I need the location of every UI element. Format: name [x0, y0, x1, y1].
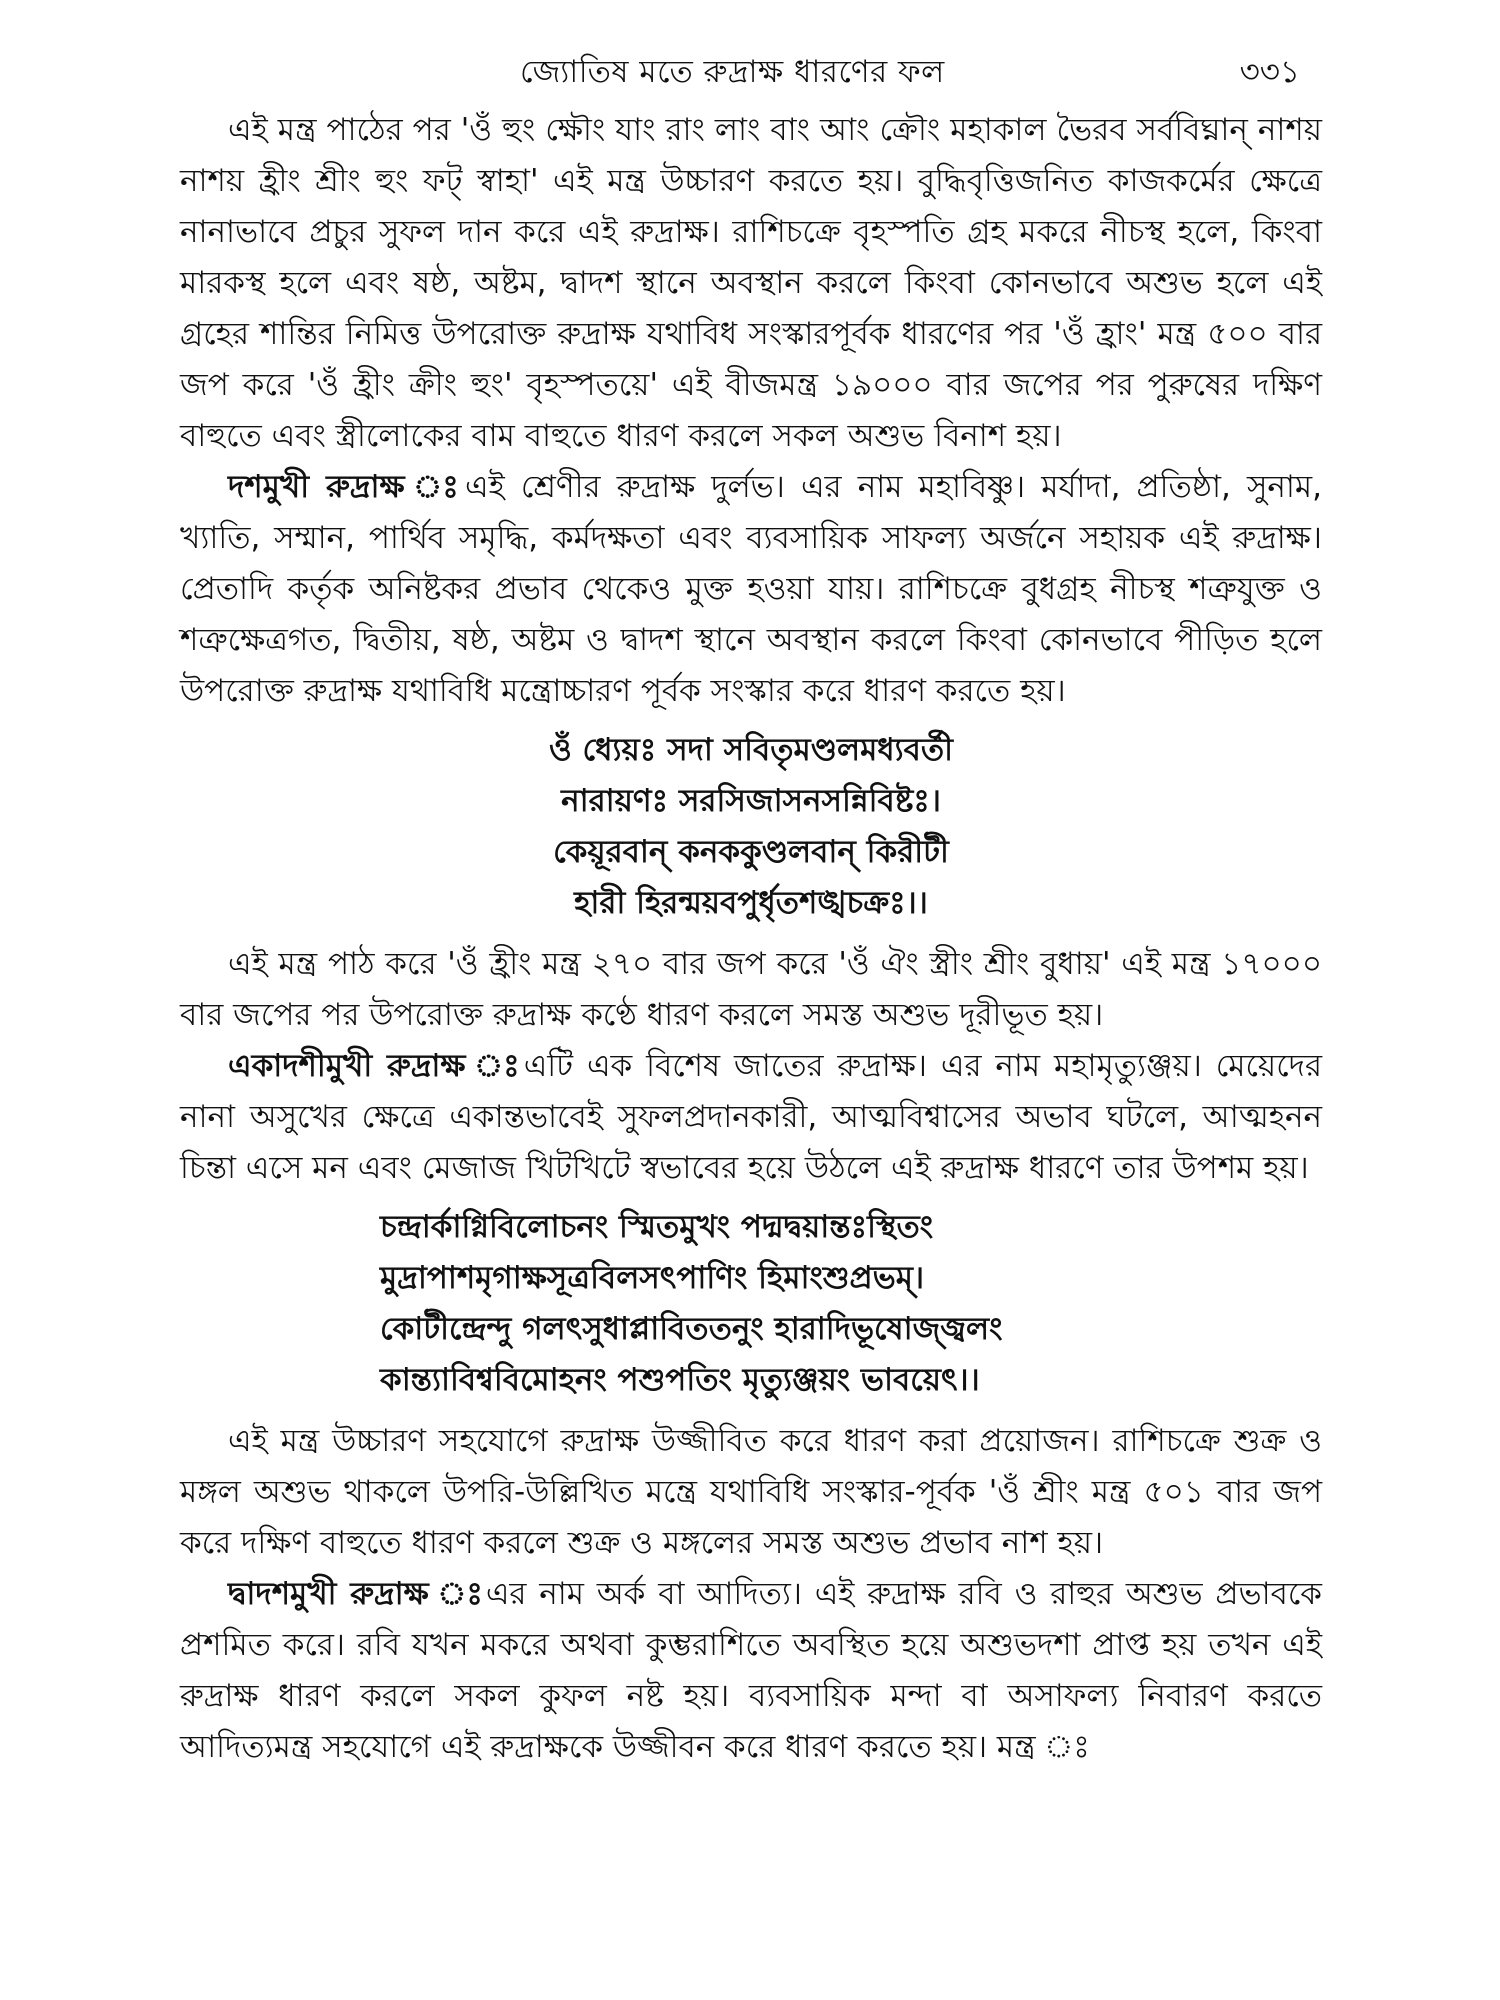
verse-line: হারী হিরন্ময়বপুর্ধৃতশঙ্খচক্রঃ।।	[574, 885, 928, 921]
paragraph-dashamukhi-text: এই শ্রেণীর রুদ্রাক্ষ দুর্লভ। এর নাম মহাবিষ্ণু। মর্যাদা, প্রতিষ্ঠা, সুনাম, খ্যাতি, সম্মান, পার্থিব সমৃদ্ধি, কর্মদক্ষতা এবং ব্যবসায়িক সাফল্য অর্জনে সহায়ক এই রুদ্রাক্ষ। প্রেতাদি কর্তৃক অনিষ্টকর প্রভাব থেকেও মুক্ত হওয়া যায়। রাশিচক্রে বুধগ্রহ নীচস্থ শত্রুযুক্ত ও শত্রুক্ষেত্রগত, দ্বিতীয়, ষষ্ঠ, অষ্টম ও দ্বাদশ স্থানে অবস্থান করলে কিংবা কোনভাবে পীড়িত হলে উপরোক্ত রুদ্রাক্ষ যথাবিধি মন্ত্রোচ্চারণ পূর্বক সংস্কার করে ধারণ করতে হয়।	[180, 469, 1322, 709]
paragraph-1: এই মন্ত্র পাঠের পর 'ওঁ হুং ক্ষৌং যাং রাং লাং বাং আং ক্রৌং মহাকাল ভৈরব সর্ববিঘ্নান্ নাশয় নাশয় হ্রীং শ্রীং হুং ফট্ স্বাহা' এই মন্ত্র উচ্চারণ করতে হয়। বুদ্ধিবৃত্তিজনিত কাজকর্মের ক্ষেত্রে নানাভাবে প্রচুর সুফল দান করে এই রুদ্রাক্ষ। রাশিচক্রে বৃহস্পতি গ্রহ মকরে নীচস্থ হলে, কিংবা মারকস্থ হলে এবং ষষ্ঠ, অষ্টম, দ্বাদশ স্থানে অবস্থান করলে কিংবা কোনভাবে অশুভ হলে এই গ্রহের শান্তির নিমিত্ত উপরোক্ত রুদ্রাক্ষ যথাবিধ সংস্কারপূর্বক ধারণের পর 'ওঁ হ্রাং' মন্ত্র ৫০০ বার জপ করে 'ওঁ হ্রীং ক্রীং হুং' বৃহস্পতয়ে' এই বীজমন্ত্র ১৯০০০ বার জপের পর পুরুষের দক্ষিণ বাহুতে এবং স্ত্রীলোকের বাম বাহুতে ধারণ করলে সকল অশুভ বিনাশ হয়।	[180, 112, 1322, 454]
section-title-ekadashimukhi: একাদশীমুখী রুদ্রাক্ষ ঃ	[228, 1048, 524, 1084]
section-title-dvadashamukhi: দ্বাদশমুখী রুদ্রাক্ষ ঃ	[228, 1576, 486, 1612]
running-title: জ্যোতিষ মতে রুদ্রাক্ষ ধারণের ফল	[520, 54, 945, 90]
verse-line: কান্ত্যাবিশ্ববিমোহনং পশুপতিং মৃত্যুঞ্জয়ং ভাবয়েৎ।।	[380, 1362, 980, 1398]
page-number: ৩৩১	[1239, 54, 1300, 90]
verse-line: মুদ্রাপাশমৃগাক্ষসূত্রবিলসৎপাণিং হিমাংশুপ্রভম্।	[380, 1260, 925, 1296]
body-text	[180, 105, 1322, 1773]
verse-narayana	[180, 725, 1322, 929]
verse-line: চন্দ্রার্কাগ্নিবিলোচনং স্মিতমুখং পদ্মদ্বয়ান্তঃস্থিতং	[380, 1209, 934, 1245]
section-title-dashamukhi: দশমুখী রুদ্রাক্ষ ঃ	[228, 469, 465, 505]
paragraph-ekadashimukhi-text: এটি এক বিশেষ জাতের রুদ্রাক্ষ। এর নাম মহামৃত্যুঞ্জয়। মেয়েদের নানা অসুখের ক্ষেত্রে একান্তভাবেই সুফলপ্রদানকারী, আত্মবিশ্বাসের অভাব ঘটলে, আত্মহনন চিন্তা এসে মন এবং মেজাজ খিটখিটে স্বভাবের হয়ে উঠলে এই রুদ্রাক্ষ ধারণে তার উপশম হয়।	[180, 1048, 1322, 1186]
paragraph-dvadashamukhi-text: এর নাম অর্ক বা আদিত্য। এই রুদ্রাক্ষ রবি ও রাহুর অশুভ প্রভাবকে প্রশমিত করে। রবি যখন মকরে অথবা কুম্ভরাশিতে অবস্থিত হয়ে অশুভদশা প্রাপ্ত হয় তখন এই রুদ্রাক্ষ ধারণ করলে সকল কুফল নষ্ট হয়। ব্যবসায়িক মন্দা বা অসাফল্য নিবারণ করতে আদিত্যমন্ত্র সহযোগে এই রুদ্রাক্ষকে উজ্জীবন করে ধারণ করতে হয়। মন্ত্র ঃ	[180, 1576, 1322, 1765]
paragraph-dashamukhi	[180, 462, 1322, 717]
paragraph-ekadashimukhi	[180, 1041, 1322, 1194]
paragraph-3: এই মন্ত্র পাঠ করে 'ওঁ হ্রীং মন্ত্র ২৭০ বার জপ করে 'ওঁ ঐং স্ত্রীং শ্রীং বুধায়' এই মন্ত্র ১৭০০০ বার জপের পর উপরোক্ত রুদ্রাক্ষ কণ্ঠে ধারণ করলে সমস্ত অশুভ দূরীভূত হয়।	[180, 946, 1322, 1033]
verse-line: নারায়ণঃ সরসিজাসনসন্নিবিষ্টঃ।	[561, 783, 941, 819]
verse-mrityunjaya	[180, 1202, 1322, 1406]
running-head	[0, 38, 1500, 98]
verse-line: ওঁ ধ্যেয়ঃ সদা সবিতৃমণ্ডলমধ্যবর্তী	[548, 732, 954, 768]
paragraph-dvadashamukhi	[180, 1569, 1322, 1773]
paragraph-5: এই মন্ত্র উচ্চারণ সহযোগে রুদ্রাক্ষ উজ্জীবিত করে ধারণ করা প্রয়োজন। রাশিচক্রে শুক্র ও মঙ্গল অশুভ থাকলে উপরি-উল্লিখিত মন্ত্রে যথাবিধি সংস্কার-পূর্বক 'ওঁ শ্রীং মন্ত্র ৫০১ বার জপ করে দক্ষিণ বাহুতে ধারণ করলে শুক্র ও মঙ্গলের সমস্ত অশুভ প্রভাব নাশ হয়।	[180, 1423, 1322, 1561]
verse-line: কোটীন্দ্রেন্দু গলৎসুধাপ্লাবিততনুং হারাদিভূষোজ্জ্বলং	[380, 1311, 1003, 1347]
verse-line: কেয়ূরবান্ কনককুণ্ডলবান্ কিরীটী	[553, 834, 949, 870]
